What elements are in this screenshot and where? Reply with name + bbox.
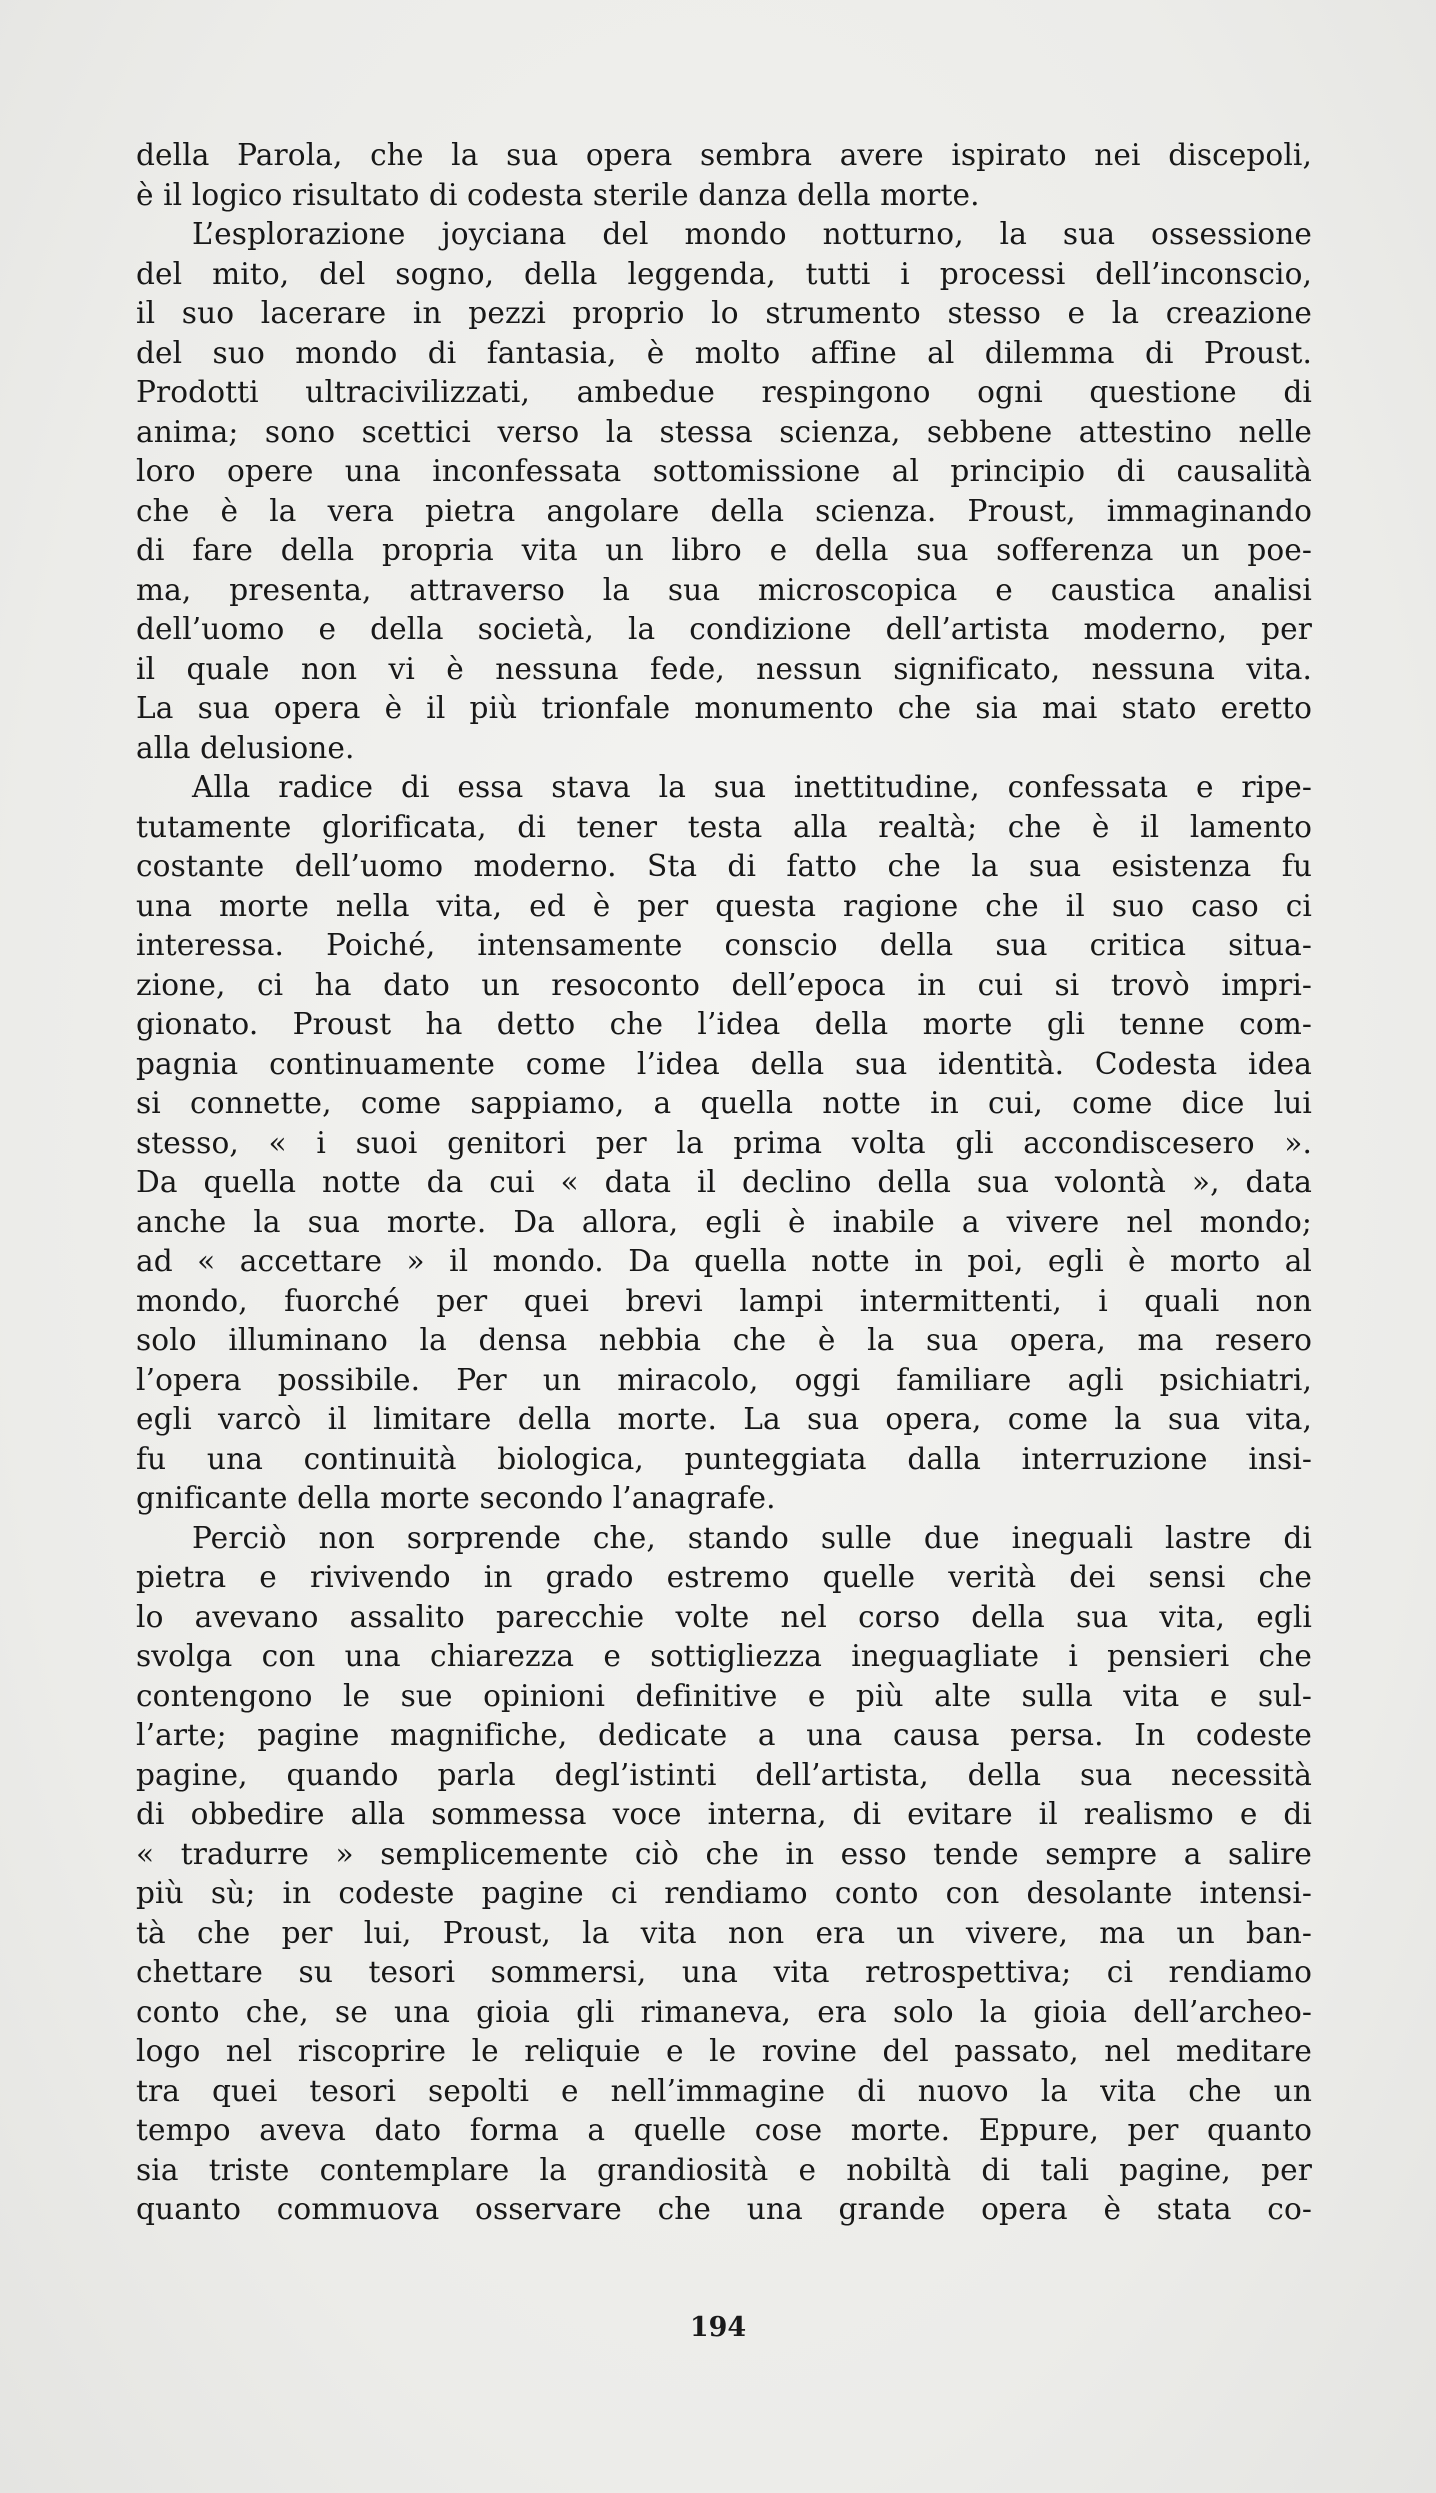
text-line: Alla radice di essa stava la sua inettitudine, confessata e ripe- — [192, 770, 1312, 804]
body-text — [136, 136, 1312, 2230]
text-line: il suo lacerare in pezzi proprio lo strumento stesso e la creazione — [136, 296, 1312, 330]
text-line: della Parola, che la sua opera sembra avere ispirato nei discepoli, — [136, 138, 1312, 172]
text-line: quanto commuova osservare che una grande opera è stata co- — [136, 2192, 1312, 2226]
text-line: sia triste contemplare la grandiosità e nobiltà di tali pagine, per — [136, 2152, 1312, 2187]
text-line: loro opere una inconfessata sottomissione al principio di causalità — [136, 454, 1312, 488]
text-line: contengono le sue opinioni definitive e più alte sulla vita e sul- — [136, 1678, 1312, 1713]
text-line: tutamente glorificata, di tener testa alla realtà; che è il lamento — [136, 809, 1312, 844]
text-line: del mito, del sogno, della leggenda, tutti i processi dell’inconscio, — [136, 256, 1312, 291]
text-line: costante dell’uomo moderno. Sta di fatto che la sua esistenza fu — [136, 849, 1312, 883]
text-line: si connette, come sappiamo, a quella notte in cui, come dice lui — [136, 1086, 1312, 1120]
text-line: più sù; in codeste pagine ci rendiamo conto con desolante intensi- — [136, 1876, 1312, 1910]
text-line: svolga con una chiarezza e sottigliezza ineguagliate i pensieri che — [136, 1639, 1312, 1673]
text-line: che è la vera pietra angolare della scienza. Proust, immaginando — [136, 493, 1312, 528]
text-line: egli varcò il limitare della morte. La sua opera, come la sua vita, — [136, 1402, 1312, 1436]
text-line: pagine, quando parla degl’istinti dell’artista, della sua necessità — [136, 1757, 1312, 1792]
text-line: di fare della propria vita un libro e della sua sofferenza un poe- — [136, 533, 1312, 567]
text-line: del suo mondo di fantasia, è molto affine al dilemma di Proust. — [136, 335, 1312, 370]
text-line: è il logico risultato di codesta sterile danza della morte. — [136, 177, 980, 212]
text-line: ma, presenta, attraverso la sua microscopica e caustica analisi — [136, 572, 1312, 607]
text-line: mondo, fuorché per quei brevi lampi intermittenti, i quali non — [136, 1283, 1312, 1318]
text-line: gionato. Proust ha detto che l’idea della morte gli tenne com- — [136, 1007, 1312, 1041]
text-line: il quale non vi è nessuna fede, nessun significato, nessuna vita. — [136, 651, 1312, 686]
text-line: alla delusione. — [136, 730, 355, 765]
text-line: Perciò non sorprende che, stando sulle due ineguali lastre di — [192, 1520, 1312, 1555]
page-number: 194 — [689, 2312, 747, 2343]
text-line: gnificante della morte secondo l’anagrafe. — [136, 1481, 776, 1515]
text-line: chettare su tesori sommersi, una vita retrospettiva; ci rendiamo — [136, 1955, 1312, 1989]
text-line: zione, ci ha dato un resoconto dell’epoca in cui si trovò impri- — [136, 967, 1312, 1002]
text-line: interessa. Poiché, intensamente conscio della sua critica situa- — [136, 928, 1312, 962]
text-line: La sua opera è il più trionfale monumento che sia mai stato eretto — [136, 691, 1312, 725]
text-line: stesso, « i suoi genitori per la prima volta gli accondiscesero ». — [136, 1125, 1312, 1160]
text-line: dell’uomo e della società, la condizione dell’artista moderno, per — [136, 612, 1312, 646]
text-line: logo nel riscoprire le reliquie e le rovine del passato, nel meditare — [136, 2034, 1312, 2068]
text-line: Da quella notte da cui « data il declino della sua volontà », data — [136, 1165, 1312, 1199]
text-line: L’esplorazione joyciana del mondo notturno, la sua ossessione — [192, 217, 1312, 251]
text-line: ad « accettare » il mondo. Da quella notte in poi, egli è morto al — [136, 1244, 1312, 1278]
text-line: solo illuminano la densa nebbia che è la sua opera, ma resero — [136, 1323, 1312, 1357]
text-line: anima; sono scettici verso la stessa scienza, sebbene attestino nelle — [136, 414, 1312, 449]
text-line: fu una continuità biologica, punteggiata dalla interruzione insi- — [136, 1441, 1312, 1476]
text-line: Prodotti ultracivilizzati, ambedue respingono ogni questione di — [136, 375, 1312, 409]
text-line: anche la sua morte. Da allora, egli è inabile a vivere nel mondo; — [136, 1204, 1312, 1239]
text-line: lo avevano assalito parecchie volte nel corso della sua vita, egli — [136, 1599, 1312, 1634]
text-line: tà che per lui, Proust, la vita non era un vivere, ma un ban- — [136, 1915, 1312, 1950]
text-line: pagnia continuamente come l’idea della sua identità. Codesta idea — [136, 1046, 1312, 1081]
text-line: conto che, se una gioia gli rimaneva, era solo la gioia dell’archeo- — [136, 1994, 1312, 2029]
text-line: tra quei tesori sepolti e nell’immagine di nuovo la vita che un — [136, 2073, 1312, 2108]
text-line: l’opera possibile. Per un miracolo, oggi familiare agli psichiatri, — [136, 1362, 1312, 1397]
text-line: tempo aveva dato forma a quelle cose morte. Eppure, per quanto — [136, 2113, 1312, 2147]
text-line: l’arte; pagine magnifiche, dedicate a una causa persa. In codeste — [136, 1718, 1312, 1752]
text-line: « tradurre » semplicemente ciò che in esso tende sempre a salire — [136, 1836, 1312, 1871]
text-line: di obbedire alla sommessa voce interna, di evitare il realismo e di — [136, 1797, 1312, 1831]
text-line: una morte nella vita, ed è per questa ragione che il suo caso ci — [136, 888, 1312, 923]
text-line: pietra e rivivendo in grado estremo quelle verità dei sensi che — [136, 1560, 1312, 1594]
